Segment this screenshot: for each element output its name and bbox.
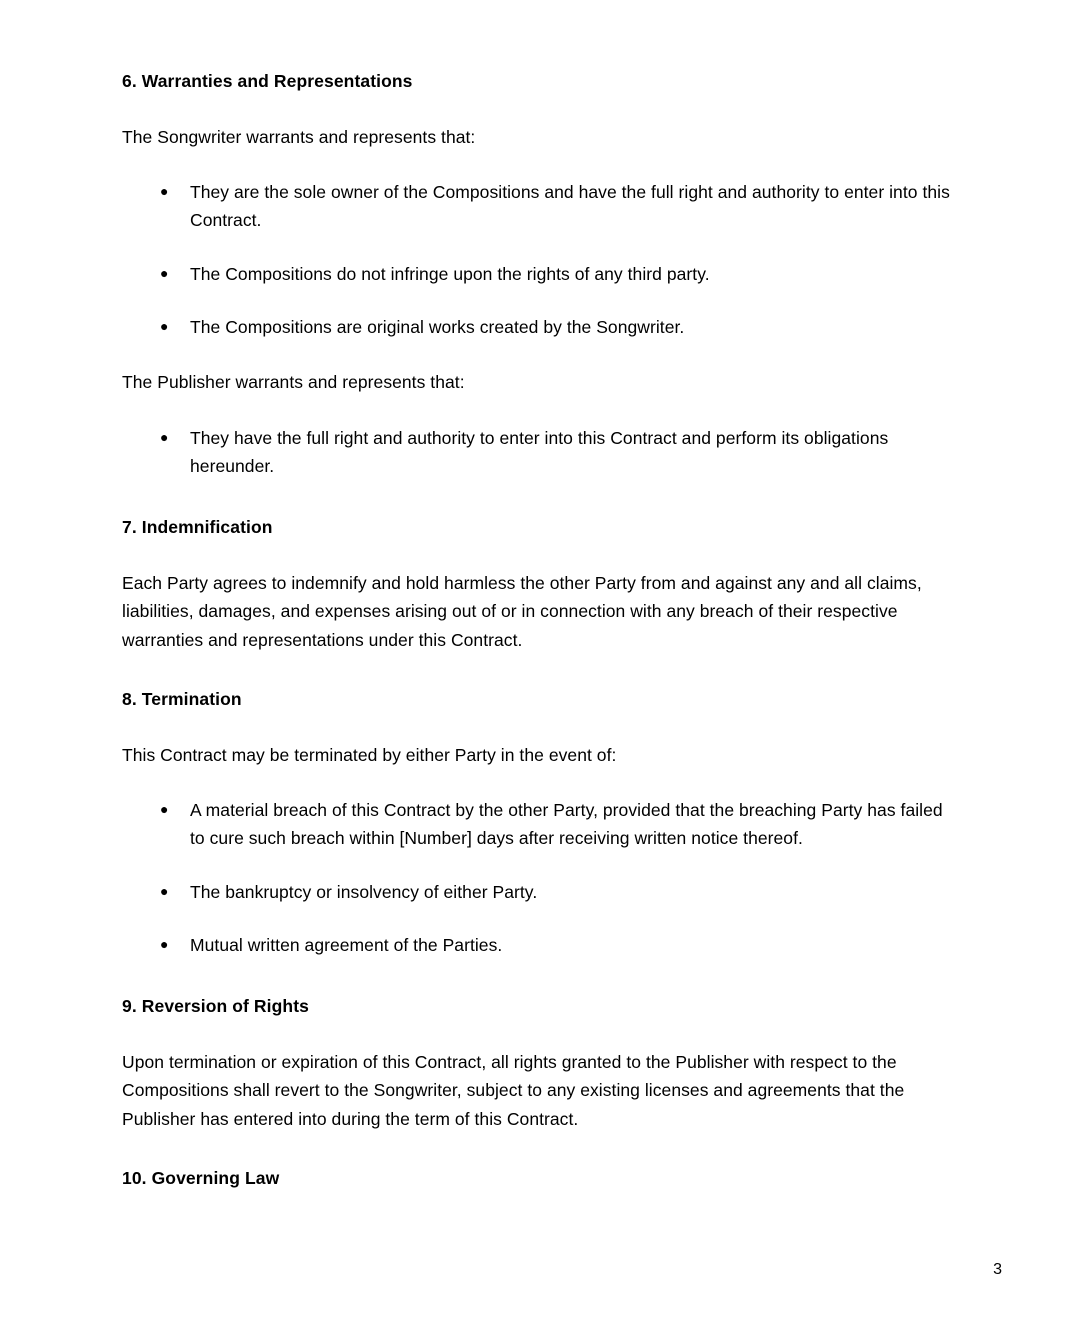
list-item bbox=[122, 878, 952, 906]
publisher-warranty-intro: The Publisher warrants and represents that: bbox=[122, 372, 465, 393]
list-item bbox=[122, 424, 952, 481]
section-heading-warranties: 6. Warranties and Representations bbox=[122, 71, 413, 91]
list-item-text: They have the full right and authority to enter into this Contract and perform its obligations hereunder. bbox=[190, 427, 889, 477]
songwriter-warranty-intro: The Songwriter warrants and represents that: bbox=[122, 126, 476, 147]
bullet-icon: ● bbox=[160, 428, 169, 445]
page-content bbox=[122, 70, 952, 1191]
termination-list bbox=[122, 796, 952, 959]
list-item-text: A material breach of this Contract by the other Party, provided that the breaching Party has failed to cure such breach within [Number] days after receiving written notice thereof. bbox=[190, 800, 943, 849]
bullet-icon: ● bbox=[160, 264, 169, 281]
reversion-paragraph: Upon termination or expiration of this Contract, all rights granted to the Publisher with respect to the Compositions shall revert to the Songwriter, subject to any existing licenses and agreements that the Publisher has entered into during the term of this Contract. bbox=[122, 1052, 905, 1129]
list-item-text: The Compositions do not infringe upon the rights of any third party. bbox=[190, 263, 710, 284]
termination-intro: This Contract may be terminated by either Party in the event of: bbox=[122, 744, 617, 765]
list-item-text: The Compositions are original works created by the Songwriter. bbox=[190, 317, 685, 337]
bullet-icon: ● bbox=[160, 182, 169, 199]
list-item bbox=[122, 796, 952, 853]
section-heading-termination: 8. Termination bbox=[122, 689, 242, 710]
list-item-text: They are the sole owner of the Compositions and have the full right and authority to enter into this Contract. bbox=[190, 181, 950, 231]
section-heading-reversion-of-rights: 9. Reversion of Rights bbox=[122, 996, 309, 1017]
list-item-text: The bankruptcy or insolvency of either Party. bbox=[190, 881, 538, 902]
section-heading-indemnification: 7. Indemnification bbox=[122, 517, 273, 538]
section-heading-governing-law: 10. Governing Law bbox=[122, 1168, 280, 1189]
list-item bbox=[122, 178, 952, 235]
bullet-icon: ● bbox=[160, 801, 169, 817]
bullet-icon: ● bbox=[160, 882, 169, 899]
list-item bbox=[122, 931, 952, 959]
list-item bbox=[122, 313, 952, 341]
indemnification-paragraph: Each Party agrees to indemnify and hold harmless the other Party from and against any and all claims, liabilities, damages, and expenses arising out of or in connection with any breach of their respective warranties and representations under this Contract. bbox=[122, 573, 922, 650]
list-item bbox=[122, 260, 952, 288]
bullet-icon: ● bbox=[160, 318, 169, 334]
publisher-warranty-list bbox=[122, 424, 952, 481]
songwriter-warranty-list bbox=[122, 178, 952, 341]
page-number: 3 bbox=[993, 1261, 1002, 1278]
bullet-icon: ● bbox=[160, 936, 169, 953]
list-item-text: Mutual written agreement of the Parties. bbox=[190, 935, 503, 956]
